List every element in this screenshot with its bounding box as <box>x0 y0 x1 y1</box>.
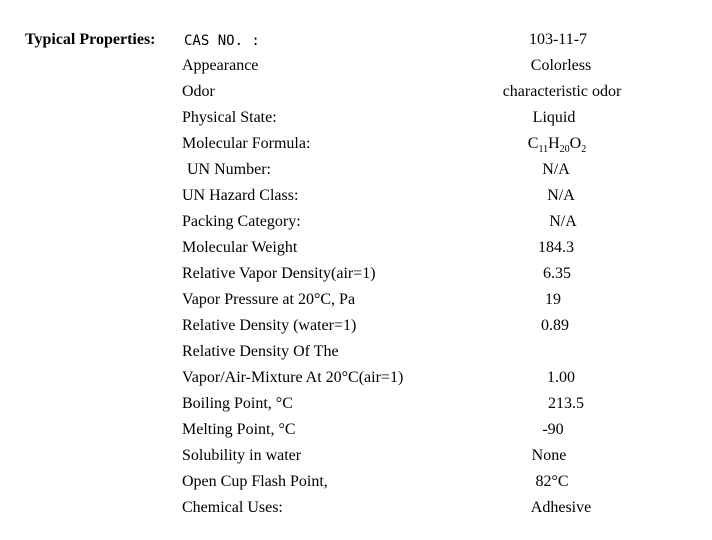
property-label: Vapor Pressure at 20°C, Pa <box>182 291 356 308</box>
property-value: 103-11-7 <box>528 31 588 48</box>
property-label: Relative Density (water=1) <box>182 317 357 334</box>
property-label: Molecular Formula: <box>182 135 311 152</box>
property-row <box>0 369 712 395</box>
property-label: Relative Vapor Density(air=1) <box>182 265 376 282</box>
property-label: Open Cup Flash Point, <box>182 473 328 490</box>
property-row <box>0 213 712 239</box>
property-value: 0.89 <box>541 317 569 334</box>
property-label: Relative Density Of The <box>182 343 339 360</box>
property-value: N/A <box>542 161 570 178</box>
property-value: N/A <box>549 213 577 230</box>
property-row <box>0 135 712 161</box>
property-row <box>0 343 712 369</box>
section-heading: Typical Properties: <box>25 31 156 48</box>
property-row <box>0 447 712 473</box>
property-value: characteristic odor <box>502 83 622 100</box>
property-row <box>0 239 712 265</box>
property-label: Physical State: <box>182 109 277 126</box>
property-row <box>0 421 712 447</box>
property-label: Odor <box>182 83 215 100</box>
property-row <box>0 109 712 135</box>
property-row <box>0 187 712 213</box>
property-row <box>0 83 712 109</box>
molecular-formula-value: $C_{11}H_{20}O_2$ <box>527 135 587 156</box>
property-value: Adhesive <box>530 499 592 516</box>
property-row <box>0 57 712 83</box>
property-value: -90 <box>542 421 564 438</box>
property-row <box>0 395 712 421</box>
property-value: 184.3 <box>538 239 574 256</box>
property-label: CAS NO. : <box>184 33 260 49</box>
property-row <box>0 291 712 317</box>
property-value: 19 <box>545 291 561 308</box>
property-label: Molecular Weight <box>182 239 298 256</box>
property-value: Colorless <box>530 57 592 74</box>
property-label: Chemical Uses: <box>182 499 283 516</box>
property-label: UN Number: <box>187 161 271 178</box>
property-value: None <box>531 447 567 464</box>
property-value: 213.5 <box>548 395 584 412</box>
property-label: Melting Point, °C <box>182 421 296 438</box>
property-row <box>0 161 712 187</box>
property-value: N/A <box>547 187 575 204</box>
property-row <box>0 31 712 57</box>
property-row <box>0 317 712 343</box>
property-label: Vapor/Air-Mixture At 20°C(air=1) <box>182 369 404 386</box>
property-value: 1.00 <box>547 369 575 386</box>
property-value: 82°C <box>535 473 569 490</box>
property-row <box>0 473 712 499</box>
property-label: Solubility in water <box>182 447 302 464</box>
property-value: Liquid <box>532 109 576 126</box>
property-label: Packing Category: <box>182 213 301 230</box>
property-label: UN Hazard Class: <box>182 187 299 204</box>
property-row <box>0 499 712 525</box>
property-row <box>0 265 712 291</box>
property-value: 6.35 <box>543 265 571 282</box>
property-label: Appearance <box>182 57 259 74</box>
property-label: Boiling Point, °C <box>182 395 293 412</box>
